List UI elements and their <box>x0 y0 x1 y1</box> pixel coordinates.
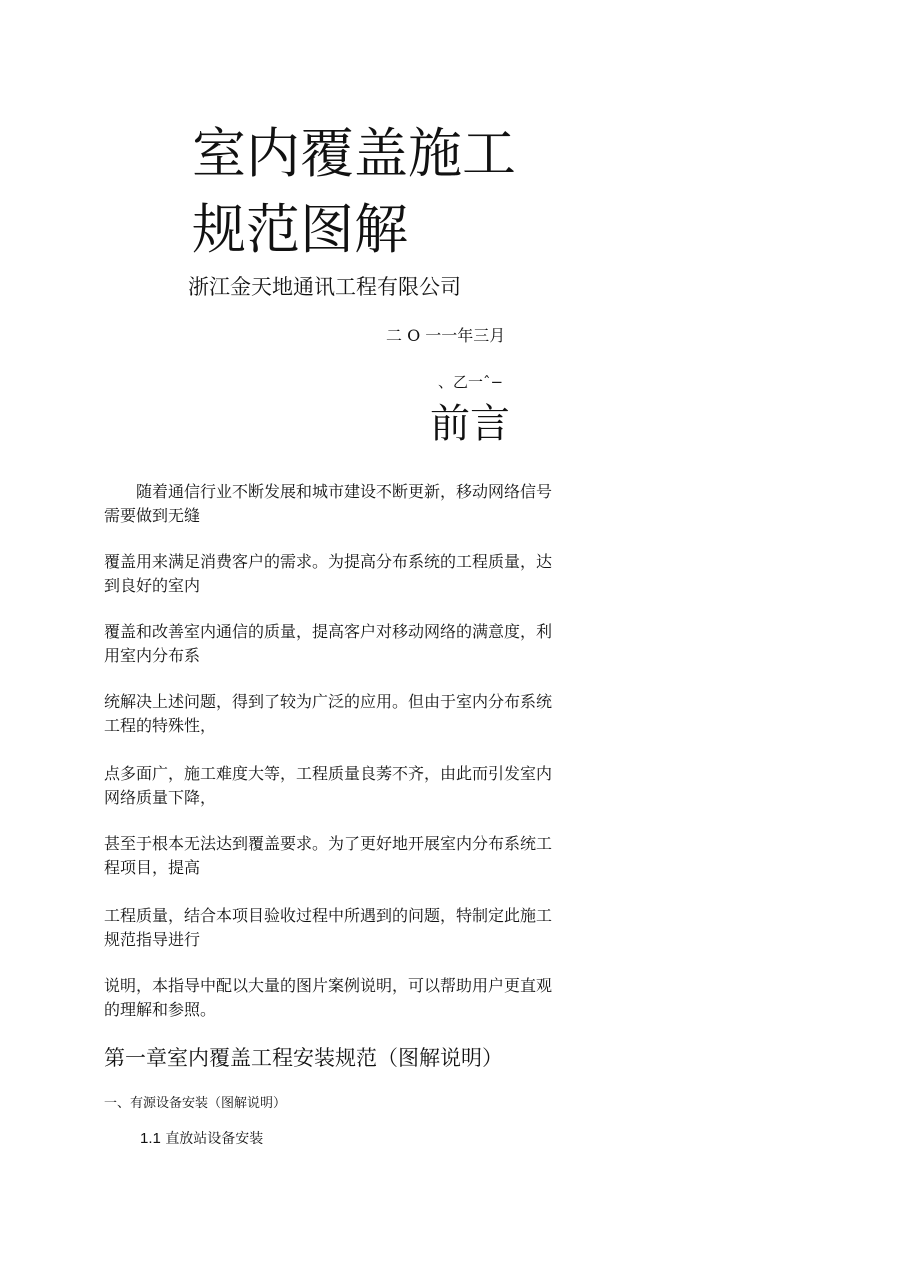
company-name: 浙江金天地通讯工程有限公司 <box>188 275 461 299</box>
preface-paragraph: 随着通信行业不断发展和城市建设不断更新，移动网络信号需要做到无缝 <box>104 482 553 525</box>
subsection-number: 1.1 <box>140 1130 161 1147</box>
preface-heading: 前言 <box>430 401 510 447</box>
preface-paragraph: 覆盖用来满足消费客户的需求。为提高分布系统的工程质量，达到良好的室内 <box>104 552 553 595</box>
subsection-heading <box>140 1128 263 1150</box>
publication-date: 二 O 一一年三月 <box>386 326 506 345</box>
subsection-label: 直放站设备安装 <box>165 1131 264 1147</box>
preface-paragraph: 说明，本指导中配以大量的图片案例说明，可以帮助用户更直观的理解和参照。 <box>104 976 553 1019</box>
scan-artifact-text: 、乙一ˆ− <box>438 373 504 391</box>
chapter-heading: 第一章室内覆盖工程安装规范（图解说明） <box>104 1046 503 1070</box>
document-title-line-2: 规范图解 <box>192 198 408 261</box>
preface-paragraph: 统解决上述问题，得到了较为广泛的应用。但由于室内分布系统工程的特殊性， <box>104 692 553 735</box>
preface-paragraph: 甚至于根本无法达到覆盖要求。为了更好地开展室内分布系统工程项目，提高 <box>104 834 553 877</box>
preface-paragraph: 点多面广，施工难度大等，工程质量良莠不齐，由此而引发室内网络质量下降， <box>104 764 553 807</box>
document-title-line-1: 室内覆盖施工 <box>192 122 516 185</box>
preface-paragraph: 覆盖和改善室内通信的质量，提高客户对移动网络的满意度，利用室内分布系 <box>104 622 553 665</box>
section-heading: 一、有源设备安装（图解说明） <box>104 1096 287 1111</box>
preface-paragraph: 工程质量，结合本项目验收过程中所遇到的问题，特制定此施工规范指导进行 <box>104 906 553 949</box>
